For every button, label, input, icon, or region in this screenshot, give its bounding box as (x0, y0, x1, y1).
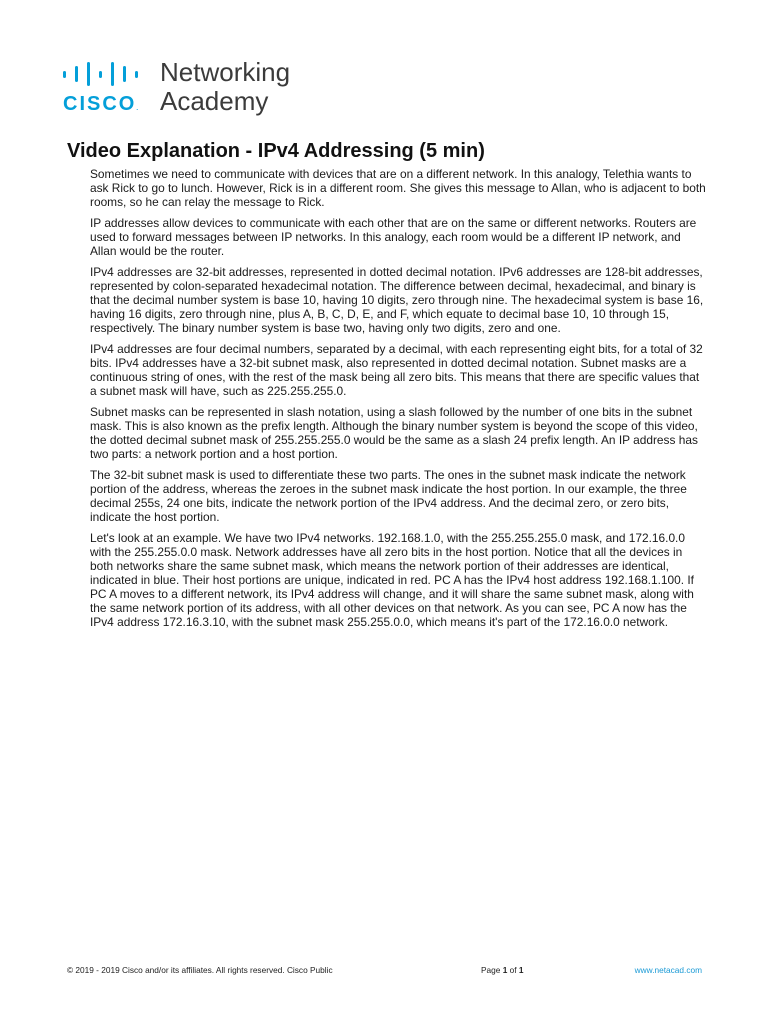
page-current: 1 (502, 965, 508, 975)
body-paragraph: Sometimes we need to communicate with devices that are on a different network. In this analogy, Telethia wants to ask Rick to go to lunch. However, Rick is in a different room. She gives this message to Allan, who is adjacent to both rooms, so he can relay the message to Rick. (90, 167, 706, 209)
cisco-trademark: . (136, 106, 139, 112)
cisco-bars-icon (63, 62, 147, 86)
page-of: of (509, 965, 517, 975)
academy-name-line1: Networking (160, 57, 291, 87)
body-paragraph: IPv4 addresses are 32-bit addresses, represented in dotted decimal notation. IPv6 addresses are 128-bit addresses, represented by colon-separated hexadecimal notation. The difference between decimal, hexadecimal, and binary is that the decimal number system is base 10, having 10 digits, zero through nine. The hexadecimal system is base 16, having 16 digits, zero through nine, plus A, B, C, D, E, and F, which equate to decimal base 10, 10 through 15, respectively. The binary number system is base two, having only two digits, zero and one. (90, 265, 704, 335)
body-paragraph: Subnet masks can be represented in slash notation, using a slash followed by the number of one bits in the subnet mask. This is also known as the prefix length. Although the binary number system is beyond the scope of this video, the dotted decimal subnet mask of 255.255.255.0 would be the same as a slash 24 prefix length. An IP address has two parts: a network portion and a host portion. (90, 405, 698, 461)
academy-name (160, 58, 290, 116)
cisco-wordmark (63, 94, 138, 119)
body-paragraph: The 32-bit subnet mask is used to differentiate these two parts. The ones in the subnet mask indicate the network portion of the address, whereas the zeroes in the subnet mask indicate the host portion. In our example, the three decimal 255s, 24 one bits, indicate the network portion of the IPv4 address. And the decimal zero, or zero bits, indicate the host portion. (90, 468, 687, 524)
cisco-networking-academy-logo (63, 58, 323, 120)
document-body (90, 167, 708, 636)
page-total: 1 (518, 965, 524, 975)
page-title: Video Explanation - IPv4 Addressing (5 min) (67, 140, 485, 162)
copyright-notice: © 2019 - 2019 Cisco and/or its affiliates. All rights reserved. Cisco Public (67, 965, 333, 975)
body-paragraph: Let's look at an example. We have two IPv4 networks. 192.168.1.0, with the 255.255.255.0 mask, and 172.16.0.0 with the 255.255.0.0 mask. Network addresses have all zero bits in the host portion. Notice that all the devices in both networks share the same subnet mask, which means the network portion of their addresses are identical, indicated in blue. Their host portions are unique, indicated in red. PC A has the IPv4 host address 192.168.1.100. If PC A moves to a different network, its IPv4 address will change, and it will share the same subnet mask, along with the same network portion of its address, with all other devices on that network. As you can see, PC A now has the IPv4 address 172.16.3.10, with the subnet mask 255.255.0.0, which means it's part of the 172.16.0.0 network. (90, 531, 694, 629)
page-footer (67, 964, 707, 980)
body-paragraph: IPv4 addresses are four decimal numbers, separated by a decimal, with each representing eight bits, for a total of 32 bits. IPv4 addresses have a 32-bit subnet mask, also represented in dotted decimal notation. Subnet masks are a continuous string of ones, with the rest of the mask being all zero bits. This means that there are specific values that a subnet mask will have, such as 225.255.255.0. (90, 342, 703, 398)
academy-name-line2: Academy (160, 86, 269, 116)
cisco-wordmark-text: CISCO (63, 93, 137, 115)
page-prefix: Page (481, 965, 501, 975)
body-paragraph: IP addresses allow devices to communicate with each other that are on the same or different networks. Routers are used to forward messages between IP networks. In this analogy, each room would be a different IP network, and Allan would be the router. (90, 216, 697, 258)
netacad-link[interactable]: www.netacad.com (634, 965, 702, 975)
page-number (481, 964, 524, 976)
